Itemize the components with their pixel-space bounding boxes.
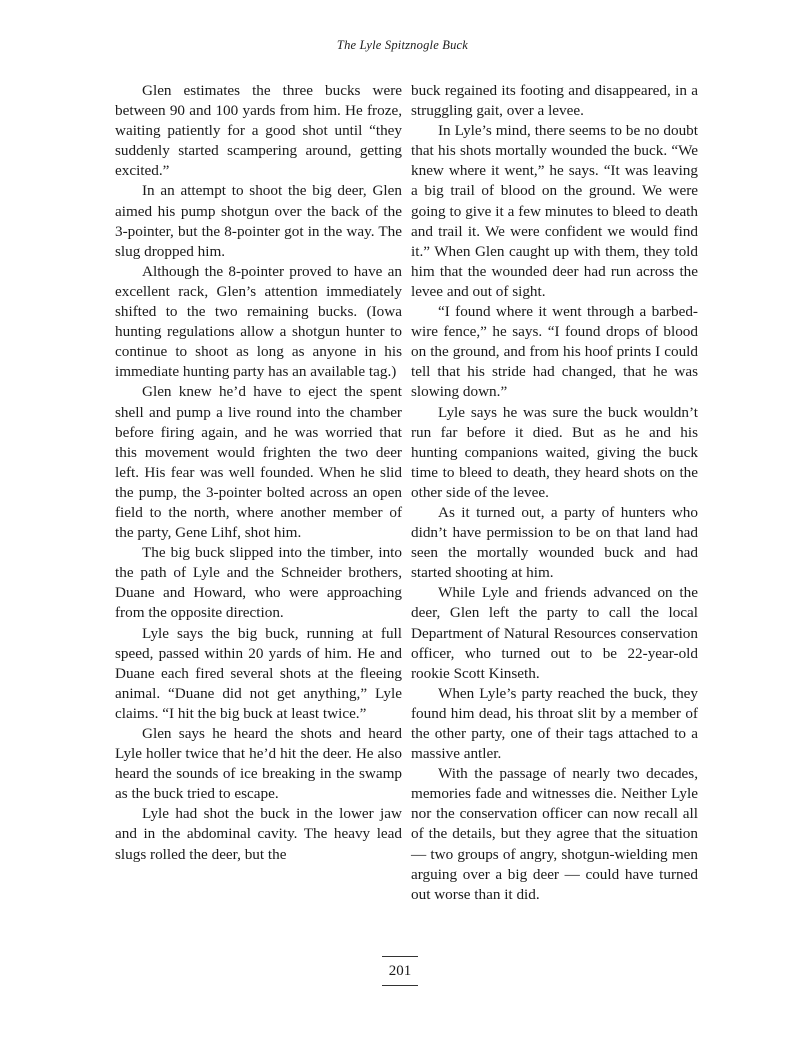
left-column: [115, 81, 402, 865]
paragraph: “I found where it went through a barbed-wire fence,” he says. “I found drops of blood on the ground, and from his hoof prints I could tell that his stride had changed, that he was slowing down.”: [411, 303, 698, 401]
paragraph: Glen estimates the three bucks were between 90 and 100 yards from him. He froze, waiting patiently for a good shot until “they suddenly started scampering around, getting excited.”: [115, 82, 402, 180]
paragraph: As it turned out, a party of hunters who didn’t have permission to be on that land had seen the mortally wounded buck and had started shooting at him.: [411, 503, 698, 582]
paragraph: With the passage of nearly two decades, memories fade and witnesses die. Neither Lyle nor the conservation officer can now recall all of the details, but they agree that the situation — two groups of angry, shotgun-wielding men arguing over a big deer — could have turned out worse than it did.: [411, 765, 698, 903]
paragraph: Glen says he heard the shots and heard Lyle holler twice that he’d hit the deer. He also heard the sounds of ice breaking in the swamp as the buck tried to escape.: [115, 725, 402, 803]
page-folio: [370, 956, 430, 986]
paragraph: Lyle says the big buck, running at full speed, passed within 20 yards of him. He and Duane each fired several shots at the fleeing animal. “Duane did not get anything,” Lyle claims. “I hit the big buck at least twice.”: [115, 624, 402, 722]
paragraph: In Lyle’s mind, there seems to be no doubt that his shots mortally wounded the buck. “We knew where it went,” he says. “It was leaving a big trail of blood on the ground. We were going to give it a few minutes to bleed to death and trail it. We were confident we would find it.” When Glen caught up with them, they told him that the wounded deer had run across the levee and out of sight.: [411, 122, 698, 300]
paragraph: Lyle had shot the buck in the lower jaw and in the abdominal cavity. The heavy lead slugs rolled the deer, but the: [115, 805, 402, 863]
paragraph: Although the 8-pointer proved to have an excellent rack, Glen’s attention immediately shifted to the two remaining bucks. (Iowa hunting regulations allow a shotgun hunter to continue to shoot as long as anyone in his immediate hunting party has an available tag.): [115, 262, 402, 381]
paragraph: In an attempt to shoot the big deer, Glen aimed his pump shotgun over the back of the 3-pointer, but the 8-pointer got in the way. The slug dropped him.: [115, 182, 402, 260]
paragraph-continued: buck regained its footing and disappeared, in a struggling gait, over a levee.: [411, 82, 698, 120]
paragraph: While Lyle and friends advanced on the deer, Glen left the party to call the local Department of Natural Resources conservation officer, who turned out to be 22-year-old rookie Scott Kinseth.: [411, 584, 698, 682]
paragraph: Lyle says he was sure the buck wouldn’t run far before it died. But as he and his hunting companions waited, giving the buck time to bleed to death, they heard shots on the other side of the levee.: [411, 403, 698, 501]
right-column: [411, 81, 698, 905]
folio-rule-bottom: [382, 985, 418, 986]
paragraph: Glen knew he’d have to eject the spent shell and pump a live round into the chamber before firing again, and he was worried that this movement would frighten the two deer left. His fear was well founded. When he slid the pump, the 3-pointer bolted across an open field to the north, where another member of the party, Gene Lihf, shot him.: [115, 383, 402, 542]
page-number: 201: [388, 963, 412, 979]
running-header: The Lyle Spitznogle Buck: [336, 38, 469, 52]
paragraph: When Lyle’s party reached the buck, they found him dead, his throat slit by a member of the other party, one of their tags attached to a massive antler.: [411, 684, 698, 763]
paragraph: The big buck slipped into the timber, into the path of Lyle and the Schneider brothers, Duane and Howard, who were approaching from the opposite direction.: [115, 544, 402, 622]
